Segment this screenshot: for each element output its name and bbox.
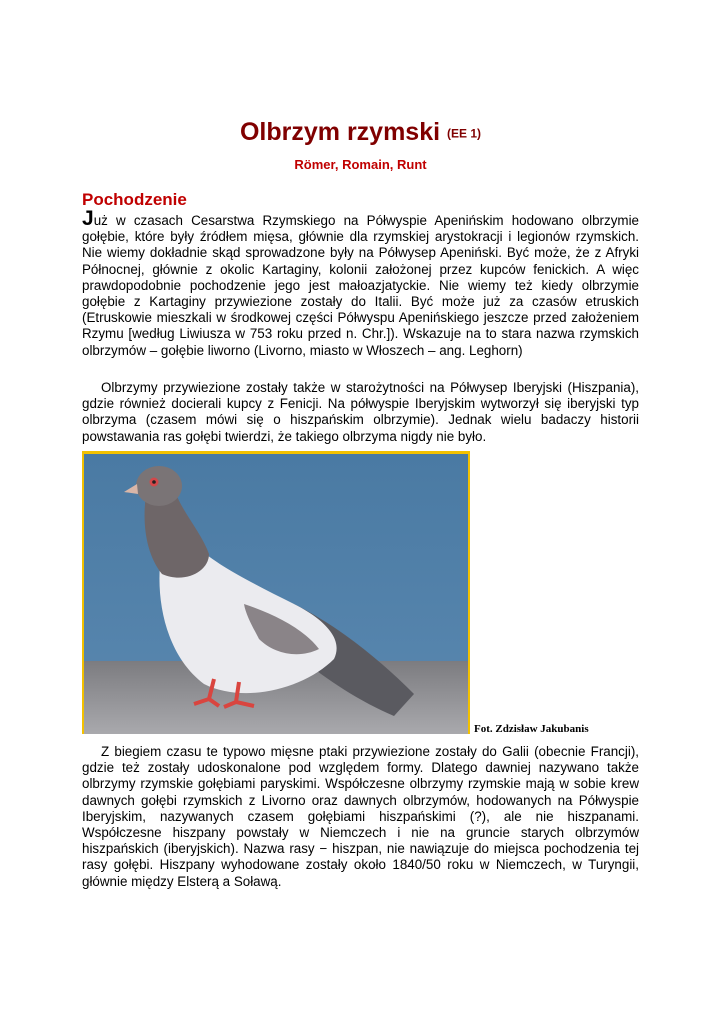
- title-code: (EE 1): [447, 126, 482, 141]
- paragraph-origin-text: uż w czasach Cesarstwa Rzymskiego na Półwyspie Apenińskim hodowano olbrzymie gołębie, które były źródłem mięsa, głównie dla rzymskiej arystokracji i legionów rzymskich. Nie wiemy dokładnie skąd sprowadzone były na Półwysep Apeniński. Być może, że z Afryki Północnej, głównie z okolic Kartaginy, kolonii założonej przez kupców fenickich. A więc prawdopodobnie pochodzenie jego jest małoazjatyckie. Nie wiemy też kiedy olbrzymie gołębie z Kartaginy przywiezione zostały do Italii. Być może już za czasów etruskich (Etruskowie mieszkali w środkowej części Półwyspu Apenińskiego jeszcze przed założeniem Rzymu [według Liwiusza w 753 roku przed n. Chr.]). Wskazuje na to stara nazwa rzymskich olbrzymów – gołębie liworno (Livorno, miasto w Włoszech – ang. Leghorn): [82, 213, 639, 358]
- page-title: [0, 118, 721, 147]
- photo-caption: Fot. Zdzisław Jakubanis: [474, 723, 589, 735]
- pigeon-photo: [82, 451, 470, 734]
- title-text: Olbrzym rzymski: [239, 118, 441, 146]
- paragraph-origin: [82, 207, 639, 359]
- drop-cap: J: [82, 207, 94, 230]
- breed-synonyms: Römer, Romain, Runt: [294, 157, 427, 172]
- paragraph-iberia: Olbrzymy przywiezione zostały także w starożytności na Półwysep Iberyjski (Hiszpania), gdzie również docierali kupcy z Fenicji. Na półwyspie Iberyjskim wytworzył się iberyjski typ olbrzyma (czasem mówi się o hiszpańskim olbrzymie). Jednak wielu badaczy historii powstawania ras gołębi twierdzi, że takiego olbrzyma nigdy nie było.: [82, 380, 639, 444]
- paragraph-france: Z biegiem czasu te typowo mięsne ptaki przywiezione zostały do Galii (obecnie Francji), gdzie też zostały udoskonalone pod względem formy. Dlatego dawniej nazywano także olbrzymy rzymskie gołębiami paryskimi. Współczesne olbrzymy rzymskie mają w sobie krew dawnych gołębi rzymskich z Livorno oraz dawnych olbrzymów, hodowanych na Półwyspie Iberyjskim, nazywanych czasem gołębiami hiszpańskimi (?), ale nie hiszpanami. Współczesne hiszpany powstały w Niemczech i nie na gruncie starych olbrzymów hiszpańskich (iberyjskich). Nazwa rasy − hiszpan, nie nawiązuje do miejsca pochodzenia tej rasy gołębi. Hiszpany wyhodowane zostały około 1840/50 roku w Niemczech, w Turyngii, głównie między Elsterą a Soławą.: [82, 744, 639, 889]
- pigeon-illustration: [84, 454, 468, 734]
- section-heading-origin: Pochodzenie: [82, 190, 187, 209]
